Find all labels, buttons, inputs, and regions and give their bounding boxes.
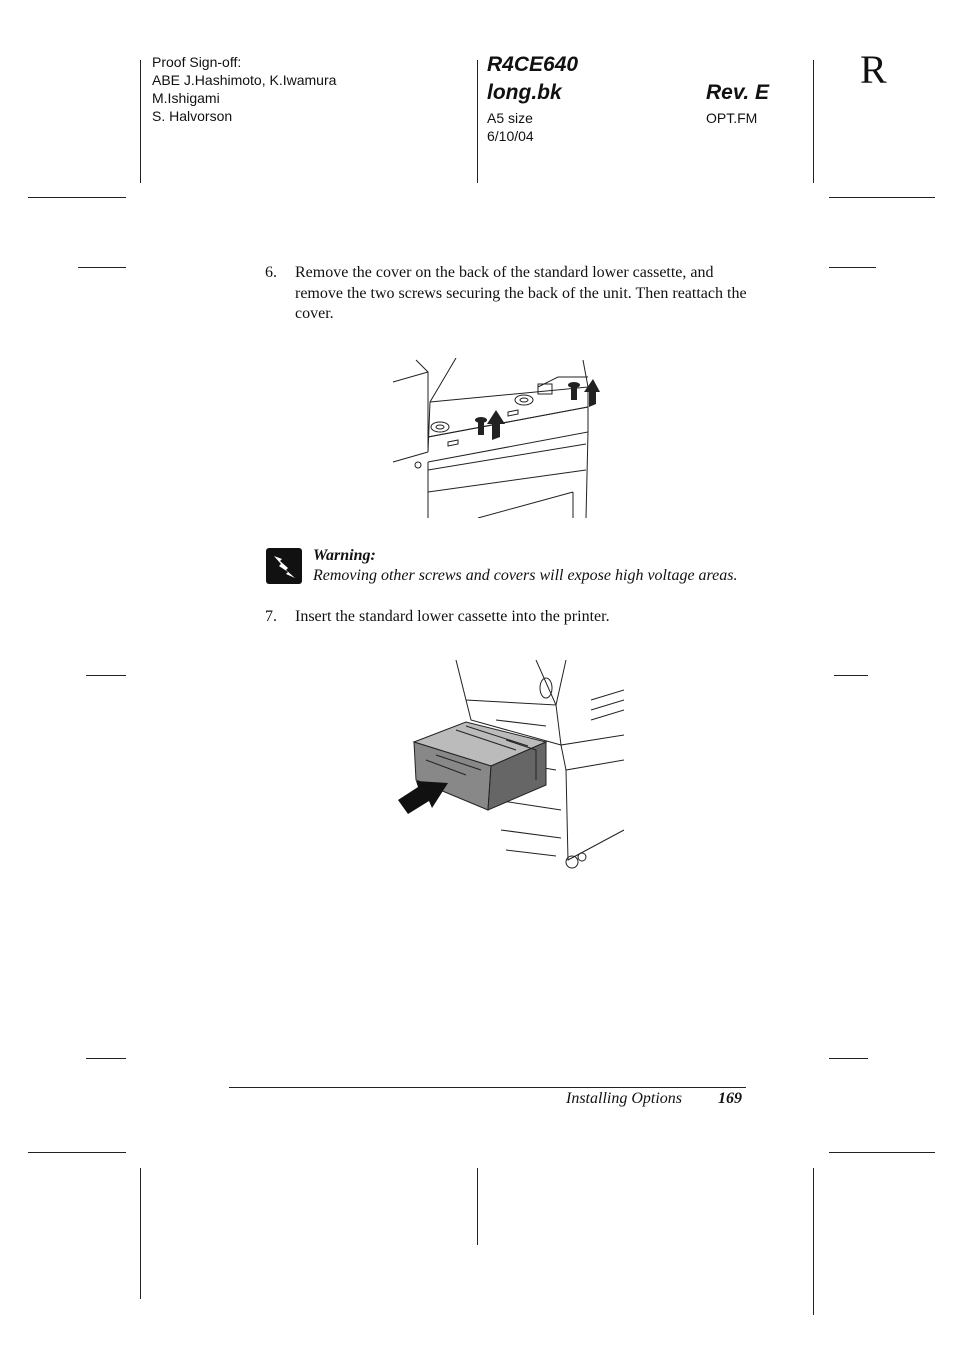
proof-line: M.Ishigami: [152, 90, 220, 106]
proof-signoff: [152, 53, 336, 125]
step-6: [265, 263, 755, 327]
step-number: 6.: [265, 264, 277, 281]
book-name: long.bk: [487, 81, 562, 104]
crop-mark: [829, 1152, 935, 1153]
crop-mark: [28, 1152, 126, 1153]
doc-code: R4CE640: [487, 53, 579, 76]
crop-mark: [477, 60, 478, 183]
proof-line: Proof Sign-off:: [152, 54, 242, 70]
proof-line: ABE J.Hashimoto, K.Iwamura: [152, 72, 337, 88]
crop-mark: [829, 267, 876, 268]
crop-mark: [477, 1168, 478, 1245]
step-7: [265, 607, 755, 629]
page-number: 169: [718, 1090, 742, 1107]
step-text: Insert the standard lower cassette into the printer.: [295, 608, 610, 625]
screw-removal-illustration: [388, 352, 613, 518]
crop-mark: [86, 675, 126, 676]
footer-rule: [229, 1087, 746, 1088]
crop-mark: [28, 197, 126, 198]
cassette-insertion-illustration: [396, 660, 624, 872]
side-letter: R: [860, 47, 887, 92]
doc-date: 6/10/04: [487, 128, 534, 144]
step-number: 7.: [265, 608, 277, 625]
crop-mark: [813, 60, 814, 183]
crop-mark: [78, 267, 126, 268]
revision: Rev. E: [706, 81, 770, 104]
crop-mark: [86, 1058, 126, 1059]
proof-line: S. Halvorson: [152, 108, 233, 124]
crop-mark: [829, 197, 935, 198]
step-text: Remove the cover on the back of the standard lower cassette, and remove the two screws securing the back of the unit. Then reattach the cover.: [295, 264, 747, 322]
crop-mark: [834, 675, 868, 676]
page-size: A5 size: [487, 110, 533, 126]
file-name: OPT.FM: [706, 110, 758, 126]
crop-mark: [829, 1058, 868, 1059]
footer-section: Installing Options: [566, 1090, 683, 1107]
crop-mark: [140, 60, 141, 183]
crop-mark: [140, 1168, 141, 1299]
warning-text: Removing other screws and covers will expose high voltage areas.: [313, 567, 738, 584]
warning-icon: [266, 548, 302, 584]
warning-title: Warning:: [313, 547, 376, 564]
crop-mark: [813, 1168, 814, 1315]
